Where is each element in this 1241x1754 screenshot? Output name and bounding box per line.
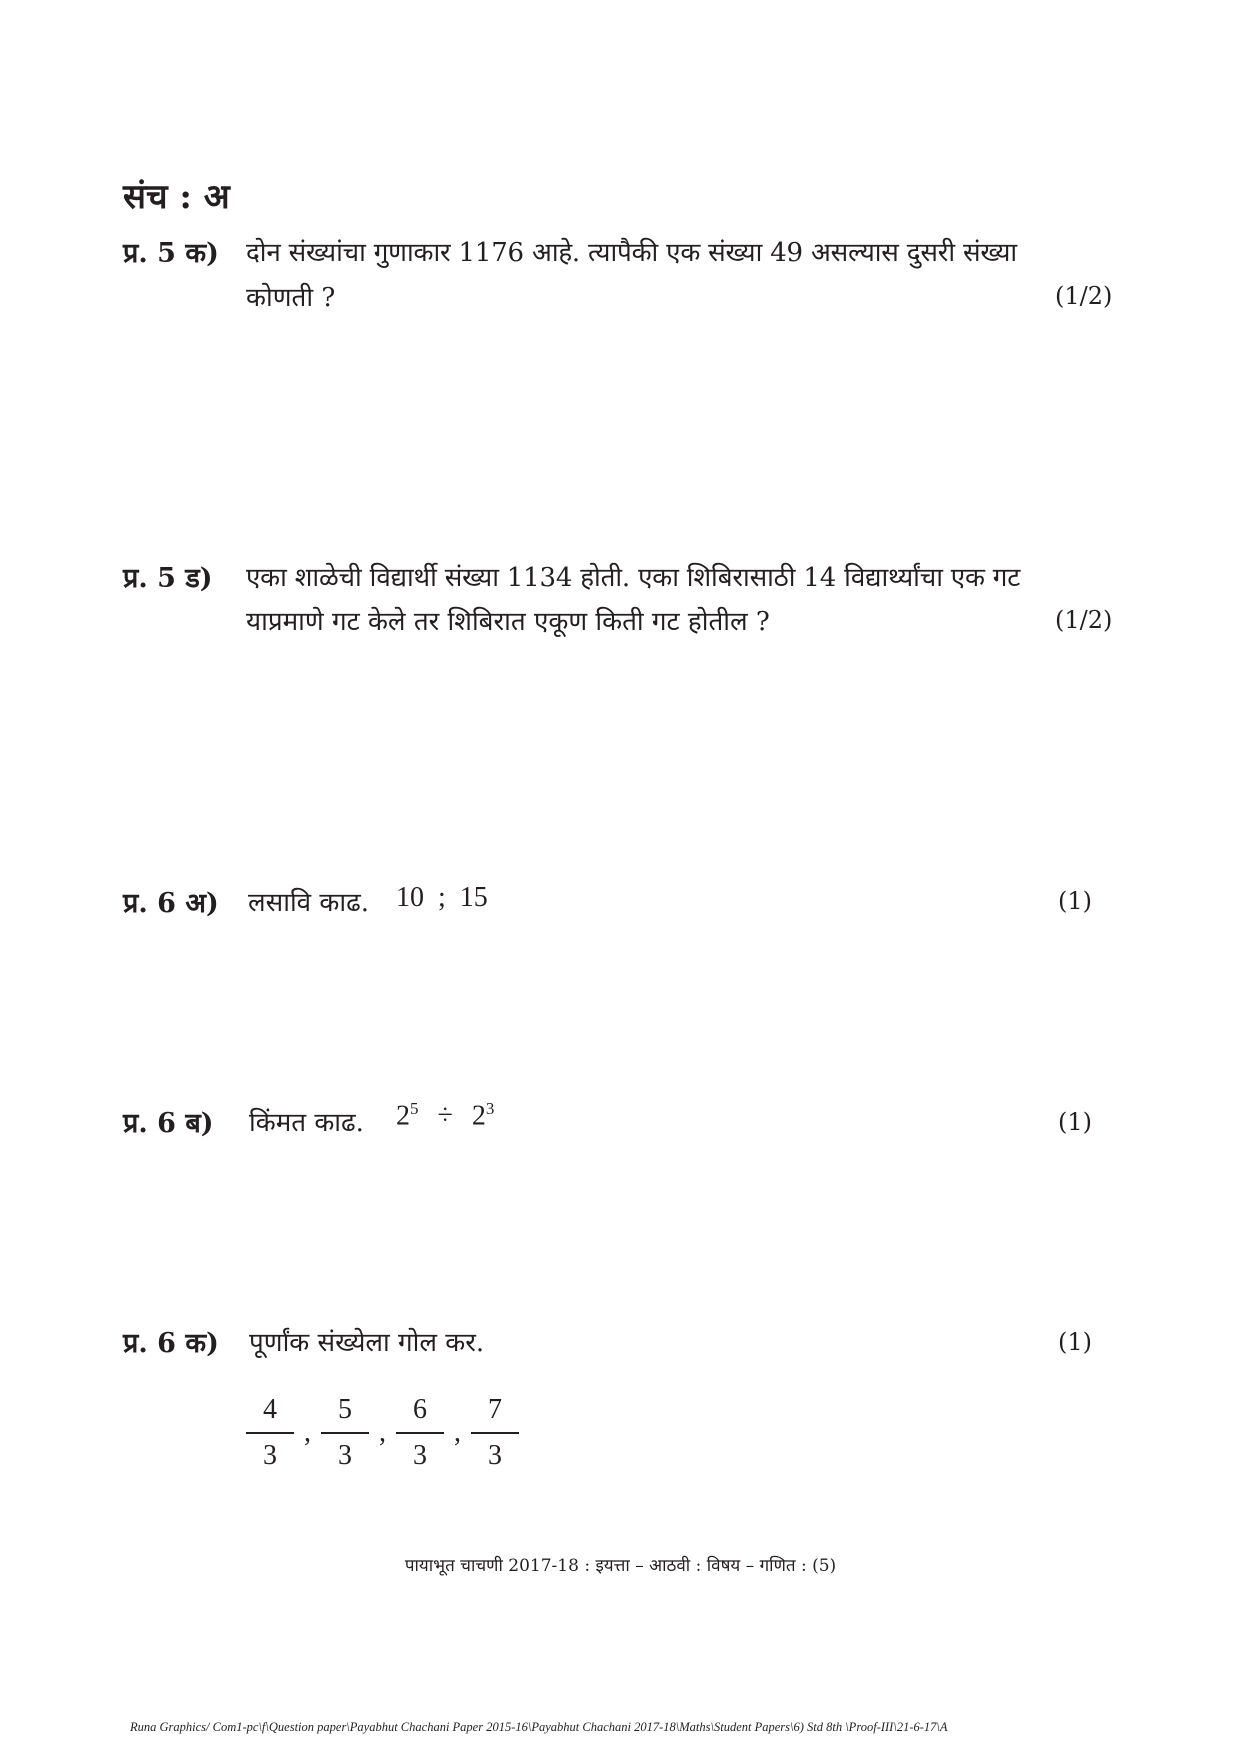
fraction-numerator: 6 (413, 1394, 427, 1425)
fraction-denominator: 3 (263, 1440, 277, 1471)
question-values: 10 ; 15 (396, 882, 488, 913)
power-exponent: 3 (485, 1099, 495, 1118)
fraction-bar (246, 1432, 294, 1434)
question-text-line2: याप्रमाणे गट केले तर शिबिरात एकूण किती गट होतील ? (246, 607, 770, 637)
fraction-denominator: 3 (488, 1440, 502, 1471)
fraction (396, 1392, 444, 1474)
set-heading: संच : अ (123, 177, 230, 217)
question-label: प्र. 5 ड) (123, 563, 213, 594)
file-path-line: Runa Graphics/ Com1-pc\f\Question paper\Payabhut Chachani Paper 2015-16\Payabhut Chachani 2017-18\Maths\Student Papers\6) Std 8th \Proof-III\21-6-17\A (130, 1720, 948, 1734)
fraction (471, 1392, 519, 1474)
question-text-line2: कोणती ? (246, 283, 336, 313)
page-footer: पायाभूत चाचणी 2017-18 : इयत्ता – आठवी : विषय – गणित : (5) (404, 1556, 837, 1576)
question-text: पूर्णांक संख्येला गोल कर. (249, 1328, 485, 1358)
fraction (321, 1392, 369, 1474)
fraction-denominator: 3 (338, 1440, 352, 1471)
question-label: प्र. 5 क) (123, 238, 219, 269)
question-marks: (1) (1058, 1108, 1092, 1136)
fraction-numerator: 4 (263, 1394, 277, 1425)
question-label: प्र. 6 अ) (123, 888, 219, 919)
question-text-line1: दोन संख्यांचा गुणाकार 1176 आहे. त्यापैकी एक संख्या 49 असल्यास दुसरी संख्या (246, 238, 1017, 268)
power-base: 2 (396, 1100, 410, 1132)
power-base: 2 (471, 1100, 486, 1132)
question-marks: (1) (1058, 1328, 1092, 1356)
power-expression (396, 1099, 494, 1132)
fraction-denominator: 3 (413, 1440, 427, 1471)
fraction (246, 1392, 294, 1474)
question-text-line1: एका शाळेची विद्यार्थी संख्या 1134 होती. एका शिबिरासाठी 14 विद्यार्थ्यांचा एक गट (246, 563, 1021, 593)
divide-operator: ÷ (437, 1100, 453, 1132)
fraction-bar (396, 1432, 444, 1434)
question-text: किंमत काढ. (249, 1108, 364, 1138)
fraction-bar (471, 1432, 519, 1434)
separator: , (379, 1417, 386, 1448)
fraction-numerator: 5 (338, 1394, 352, 1425)
question-marks: (1/2) (1055, 282, 1113, 310)
separator: , (454, 1417, 461, 1448)
separator: , (304, 1417, 311, 1448)
fraction-numerator: 7 (488, 1394, 502, 1425)
fraction-bar (321, 1432, 369, 1434)
question-marks: (1/2) (1055, 606, 1113, 634)
question-marks: (1) (1058, 887, 1092, 915)
question-text: लसावि काढ. (248, 888, 369, 918)
fraction-list (246, 1392, 519, 1474)
question-label: प्र. 6 क) (123, 1328, 219, 1359)
power-exponent: 5 (410, 1099, 419, 1118)
question-label: प्र. 6 ब) (123, 1108, 214, 1139)
